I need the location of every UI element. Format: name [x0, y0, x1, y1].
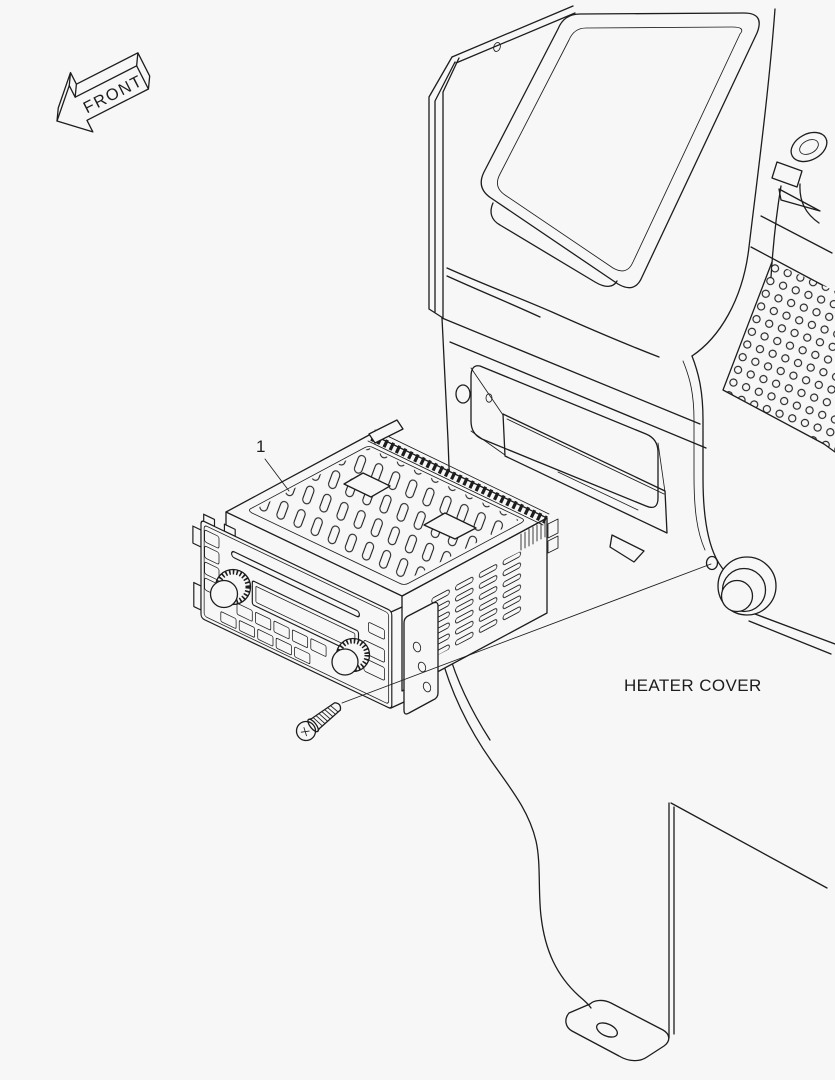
mounting-screw [293, 697, 346, 744]
console-apron [447, 268, 659, 357]
foot-hole [595, 1020, 620, 1040]
radio-unit [193, 420, 558, 714]
panel-right-edge-inner [683, 361, 705, 550]
opening-floor-lines [507, 419, 664, 510]
console-hole [492, 42, 501, 53]
storage-tray-outer [481, 13, 759, 288]
panel-bottom-right-edge [749, 614, 835, 654]
rear-connectors [548, 519, 558, 553]
opening-tab [610, 535, 644, 562]
heater-knob [718, 557, 776, 615]
console-top-edge [452, 6, 575, 63]
panel-bottom-leg [669, 803, 827, 1038]
front-arrow-label: FRONT [80, 71, 147, 118]
storage-tray-inner [497, 27, 741, 271]
seat-belt-anchor [751, 127, 832, 287]
heater-cover-label: HEATER COVER [624, 676, 762, 695]
tray-lip [491, 203, 617, 286]
panel-hole-large [456, 385, 470, 403]
mounting-bracket [404, 602, 438, 714]
radio-opening-outer [471, 366, 658, 508]
screw-hole [707, 557, 718, 570]
callout-1-label: 1 [256, 437, 266, 456]
front-arrow [40, 41, 160, 144]
panel-lower-left-profile [440, 650, 591, 1008]
